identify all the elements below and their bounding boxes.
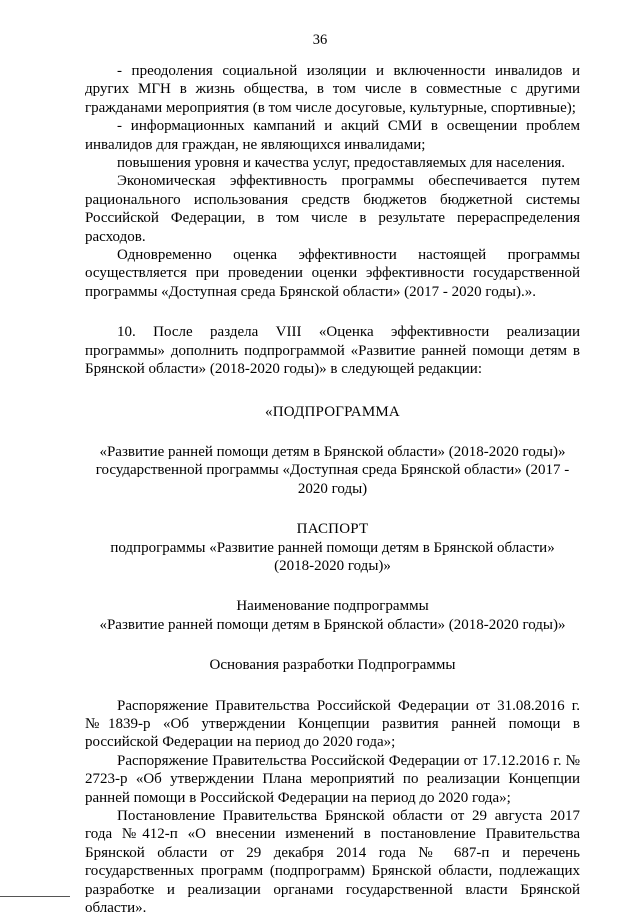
paragraph-evaluation: Одновременно оценка эффективности настоящей программы осуществляется при проведении оценки эффективности государственной программы «Доступная среда Брянской области» (2017 - 2020 годы).». bbox=[85, 247, 580, 300]
paragraph-service-quality: повышения уровня и качества услуг, предоставляемых для населения. bbox=[117, 155, 566, 172]
passport-heading: ПАСПОРТ bbox=[296, 521, 369, 538]
name-value: «Развитие ранней помощи детям в Брянской области» (2018-2020 годы)» bbox=[99, 616, 566, 633]
subprogram-heading: «ПОДПРОГРАММА bbox=[265, 403, 400, 420]
paragraph-resolution-412: Постановление Правительства Брянской области от 29 августа 2017 года №412-п «О внесении изменений в постановление Правительства Брянской области от 29 декабря 2014 года № 687-п и перечень государственных программ (подпрограмм) Брянской области, подлежащих разработке и реализации органами государственной власти Брянской области». bbox=[85, 808, 580, 917]
footer-divider bbox=[0, 896, 70, 897]
paragraph-item-10: 10. После раздела VIII «Оценка эффективности реализации программы» дополнить подпрограммой «Развитие ранней помощи детям в Брянской области» (2018-2020 годы)» в следующей редакции: bbox=[85, 324, 580, 378]
paragraph-media-campaigns: - информационных кампаний и акций СМИ в освещении проблем инвалидов для граждан, не являющихся инвалидами; bbox=[85, 118, 580, 153]
paragraph-order-2723: Распоряжение Правительства Российской Федерации от 17.12.2016 г. № 2723-р «Об утверждении Плана мероприятий по реализации Концепции ранней помощи в Российской Федерации на период до 2020 года»; bbox=[85, 752, 580, 806]
paragraph-economic-efficiency: Экономическая эффективность программы обеспечивается путем рационального использования средств бюджетов бюджетной системы Российской Федерации, в том числе в результате перераспределения расходов. bbox=[85, 173, 580, 245]
passport-title: подпрограммы «Развитие ранней помощи детям в Брянской области» (2018-2020 годы)» bbox=[110, 539, 555, 574]
paragraph-order-1839: Распоряжение Правительства Российской Федерации от 31.08.2016 г. №1839-р «Об утверждении Концепции развития ранней помощи в российской Федерации на период до 2020 года»; bbox=[85, 697, 580, 751]
page-number: 36 bbox=[312, 32, 328, 48]
basis-heading: Основания разработки Подпрограммы bbox=[209, 657, 456, 674]
document-body bbox=[85, 62, 580, 917]
name-heading: Наименование подпрограммы bbox=[236, 598, 429, 615]
paragraph-social-isolation: - преодоления социальной изоляции и включенности инвалидов и других МГН в жизнь общества, в том числе в совместные с другими гражданами мероприятия (в том числе досуговые, культурные, спортивные); bbox=[85, 63, 580, 116]
subprogram-title: «Развитие ранней помощи детям в Брянской области» (2018-2020 годы)» государственной программы «Доступная среда Брянской области» (2017 - 2020 годы) bbox=[95, 443, 570, 497]
